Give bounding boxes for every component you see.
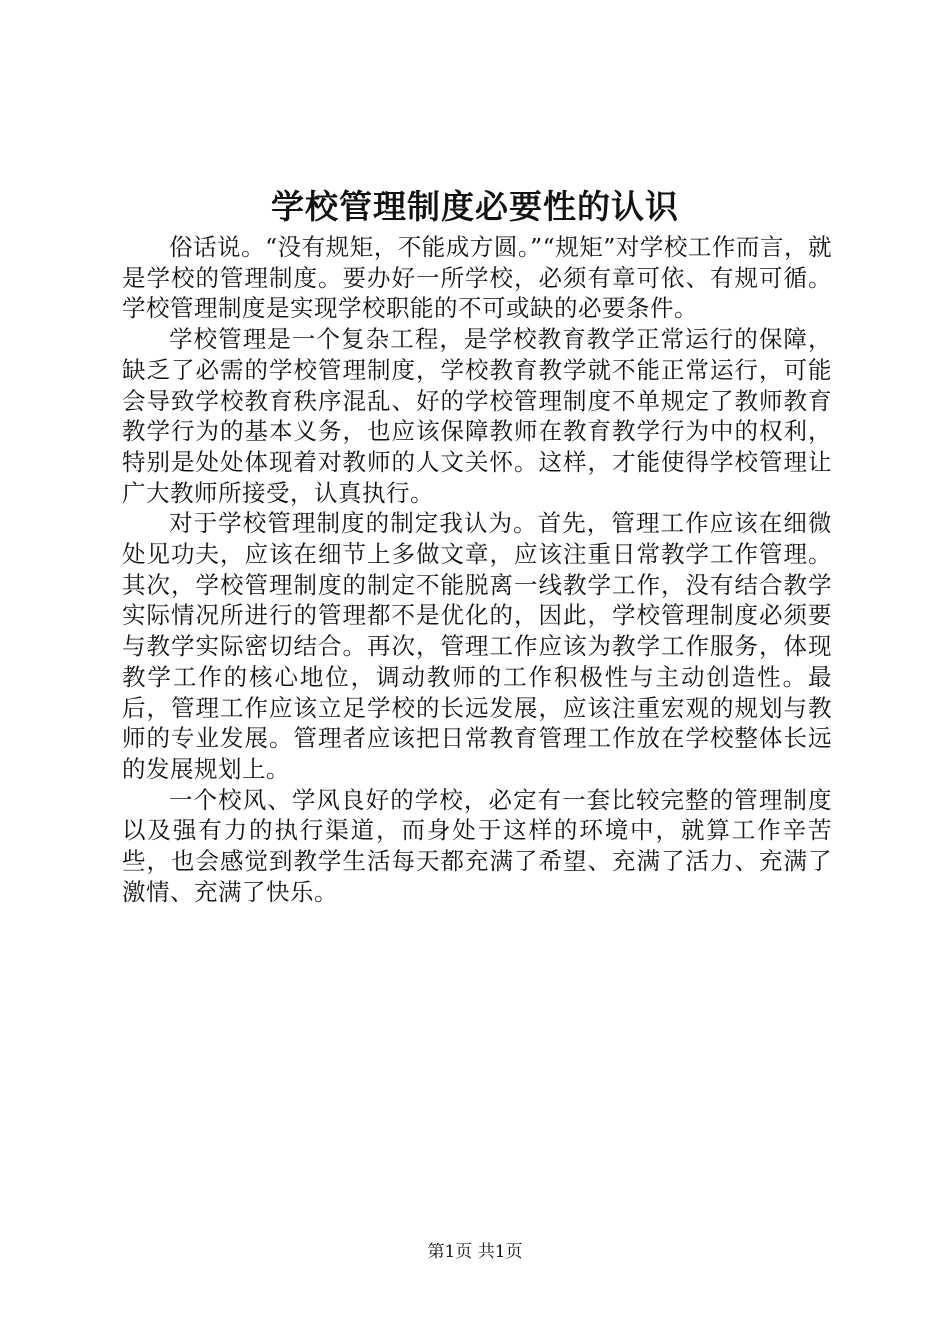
document-body	[122, 232, 832, 907]
paragraph-4: 一个校风、学风良好的学校，必定有一套比较完整的管理制度以及强有力的执行渠道，而身处于这样的环境中，就算工作辛苦些，也会感觉到教学生活每天都充满了希望、充满了活力、充满了激情、充满了快乐。	[122, 785, 832, 906]
paragraph-2: 学校管理是一个复杂工程，是学校教育教学正常运行的保障，缺乏了必需的学校管理制度，学校教育教学就不能正常运行，可能会导致学校教育秩序混乱、好的学校管理制度不单规定了教师教育教学行为的基本义务，也应该保障教师在教育教学行为中的权利，特别是处处体现着对教师的人文关怀。这样，才能使得学校管理让广大教师所接受，认真执行。	[122, 325, 832, 507]
paragraph-3: 对于学校管理制度的制定我认为。首先，管理工作应该在细微处见功夫，应该在细节上多做文章，应该注重日常教学工作管理。其次，学校管理制度的制定不能脱离一线教学工作，没有结合教学实际情况所进行的管理都不是优化的，因此，学校管理制度必须要与教学实际密切结合。再次，管理工作应该为教学工作服务，体现教学工作的核心地位，调动教师的工作积极性与主动创造性。最后，管理工作应该立足学校的长远发展，应该注重宏观的规划与教师的专业发展。管理者应该把日常教育管理工作放在学校整体长远的发展规划上。	[122, 509, 832, 783]
paragraph-1: 俗话说。“没有规矩，不能成方圆。”“规矩”对学校工作而言，就是学校的管理制度。要办好一所学校，必须有章可依、有规可循。学校管理制度是实现学校职能的不可或缺的必要条件。	[122, 233, 832, 323]
document-title: 学校管理制度必要性的认识	[271, 187, 679, 226]
page-footer: 第1页 共1页	[427, 1242, 523, 1262]
